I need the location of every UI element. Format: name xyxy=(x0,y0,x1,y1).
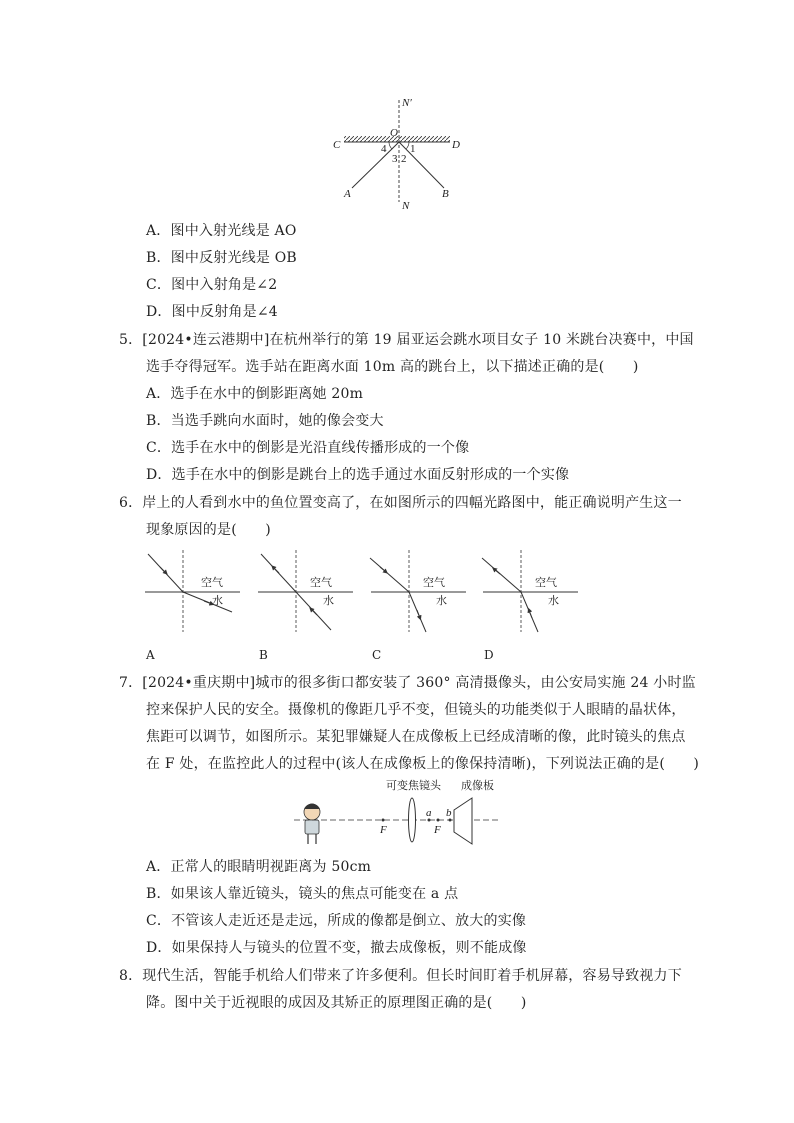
ray-OB xyxy=(399,142,444,188)
q7-option-b: B．如果该人靠近镜头，镜头的焦点可能变在 a 点 xyxy=(146,886,459,902)
label-B: B xyxy=(442,188,449,200)
label-a: a xyxy=(426,807,432,819)
arrow-air xyxy=(160,567,166,573)
arrow-water xyxy=(417,610,420,618)
water-label: 水 xyxy=(436,594,447,607)
person-figure xyxy=(304,804,320,845)
arrow-air xyxy=(494,569,500,574)
label-2: 2 xyxy=(401,153,407,165)
angle-arc xyxy=(406,142,409,149)
label-O: O xyxy=(390,127,398,139)
q4-option-b: B．图中反射光线是 OB xyxy=(146,250,297,266)
arrow-air xyxy=(380,567,386,572)
lens-caption: 可变焦镜头 xyxy=(386,779,441,792)
q7-stem-line-4: 在 F 处，在监控此人的过程中(该人在成像板上的像保持清晰)，下列说法正确的是( ) xyxy=(146,756,700,772)
q4-option-d: D．图中反射角是∠4 xyxy=(146,304,278,320)
label-F-right: F xyxy=(434,824,441,836)
diagram-a xyxy=(145,550,240,632)
q6-stem-line-1: 6．岸上的人看到水中的鱼位置变高了，在如图所示的四幅光路图中，能正确说明产生这一 xyxy=(119,495,682,511)
label-C: C xyxy=(333,139,341,151)
focus-point-right xyxy=(437,819,440,822)
q7-option-d: D．如果保持人与镜头的位置不变，撤去成像板，则不能成像 xyxy=(146,940,527,956)
label-A: A xyxy=(344,188,351,200)
ray-air xyxy=(370,558,409,592)
imaging-board xyxy=(454,798,472,844)
board-caption: 成像板 xyxy=(461,779,494,792)
label-b: b xyxy=(446,807,452,819)
label-F-left: F xyxy=(380,824,387,836)
q6-stem-line-2: 现象原因的是( ) xyxy=(146,522,271,538)
refraction-diagrams xyxy=(140,548,580,638)
reflection-diagram xyxy=(330,92,470,214)
diagram-c xyxy=(370,550,466,632)
arrow-water xyxy=(529,610,532,618)
label-N: N xyxy=(402,200,410,212)
angle-arc xyxy=(389,142,392,149)
label-3: 3 xyxy=(392,153,398,165)
q6-caption-d: D xyxy=(484,648,494,662)
q8-stem-line-1: 8．现代生活，智能手机给人们带来了许多便利。但长时间盯着手机屏幕，容易导致视力下 xyxy=(119,968,682,984)
q6-caption-a: A xyxy=(146,648,155,662)
label-4: 4 xyxy=(381,143,387,155)
air-label: 空气 xyxy=(535,576,557,589)
label-1: 1 xyxy=(410,143,416,155)
q5-option-b: B．当选手跳向水面时，她的像会变大 xyxy=(146,413,384,429)
q4-option-c: C．图中入射角是∠2 xyxy=(146,277,278,293)
q7-stem-line-1: 7．[2024•重庆期中]城市的很多街口都安装了 360° 高清摄像头，由公安局实施 24 小时监 xyxy=(119,675,696,691)
arrow-water xyxy=(311,609,317,615)
air-label: 空气 xyxy=(310,576,332,589)
q7-option-c: C．不管该人走近还是走远，所成的像都是倒立、放大的实像 xyxy=(146,913,527,929)
diagram-b xyxy=(258,550,353,632)
arrow-water xyxy=(204,601,212,604)
q4-option-a: A．图中入射光线是 AO xyxy=(146,223,297,239)
q5-option-a: A．选手在水中的倒影距离她 20m xyxy=(146,386,364,402)
q7-stem-line-3: 焦距可以调节，如图所示。某犯罪嫌疑人在成像板上已经成清晰的像，此时镜头的焦点 xyxy=(146,729,686,745)
label-D: D xyxy=(452,139,460,151)
water-label: 水 xyxy=(548,594,559,607)
q5-option-d: D．选手在水中的倒影是跳台上的选手通过水面反射形成的一个实像 xyxy=(146,467,570,483)
camera-diagram xyxy=(290,776,510,850)
q6-caption-b: B xyxy=(259,648,269,662)
focus-point-left xyxy=(382,819,385,822)
q5-stem-line-1: 5．[2024•连云港期中]在杭州举行的第 19 届亚运会跳水项目女子 10 米跳台决赛中，中国 xyxy=(119,332,694,348)
air-label: 空气 xyxy=(423,576,445,589)
q5-option-c: C．选手在水中的倒影是光沿直线传播形成的一个像 xyxy=(146,440,470,456)
diagram-d xyxy=(482,550,578,632)
air-label: 空气 xyxy=(201,576,223,589)
q5-stem-line-2: 选手夺得冠军。选手站在距离水面 10m 高的跳台上，以下描述正确的是( ) xyxy=(146,359,639,375)
arrow-air xyxy=(273,567,279,573)
q7-stem-line-2: 控来保护人民的安全。摄像机的像距几乎不变，但镜头的功能类似于人眼睛的晶状体， xyxy=(146,702,686,718)
water-label: 水 xyxy=(212,594,223,607)
label-N-prime: N′ xyxy=(402,97,412,109)
ray-air xyxy=(482,558,521,592)
q7-option-a: A．正常人的眼睛明视距离为 50cm xyxy=(146,859,372,875)
water-label: 水 xyxy=(323,594,334,607)
convex-lens xyxy=(409,798,416,842)
q8-stem-line-2: 降。图中关于近视眼的成因及其矫正的原理图正确的是( ) xyxy=(146,995,527,1011)
q6-caption-c: C xyxy=(372,648,382,662)
